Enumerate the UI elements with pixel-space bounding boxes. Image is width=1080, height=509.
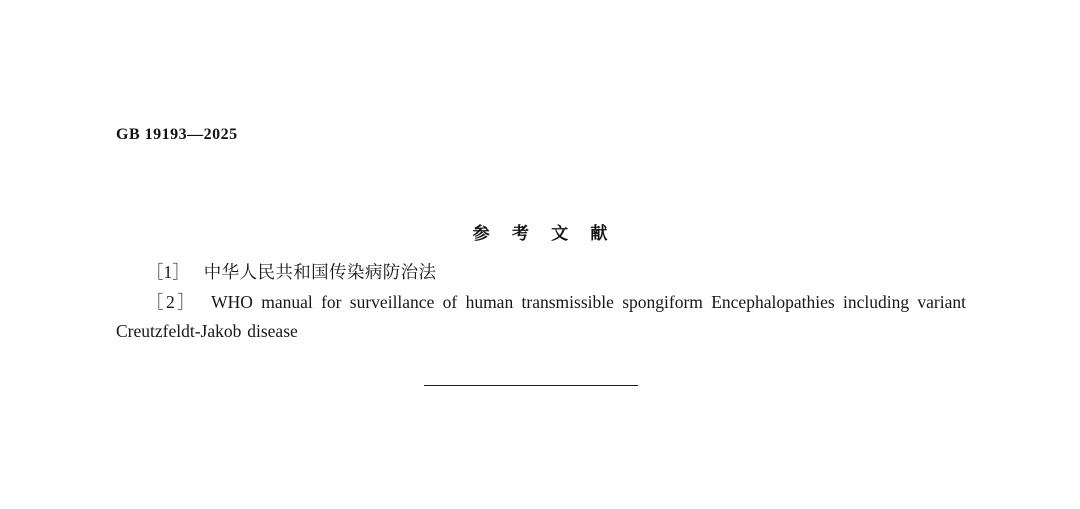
reference-text: WHO manual for surveillance of human transmissible spongiform Encephalopathies including variant Creutzfeldt-Jakob disease <box>116 292 966 341</box>
reference-marker: ［2］ <box>146 292 198 312</box>
footer-divider <box>424 385 638 386</box>
section-title-references: 参 考 文 献 <box>472 224 617 243</box>
list-item <box>116 258 966 287</box>
reference-text: 中华人民共和国传染病防治法 <box>203 262 437 282</box>
list-item <box>116 288 966 346</box>
standard-code-header: GB 19193—2025 <box>116 126 238 143</box>
reference-list <box>116 258 966 347</box>
reference-marker: ［1］ <box>146 262 190 282</box>
